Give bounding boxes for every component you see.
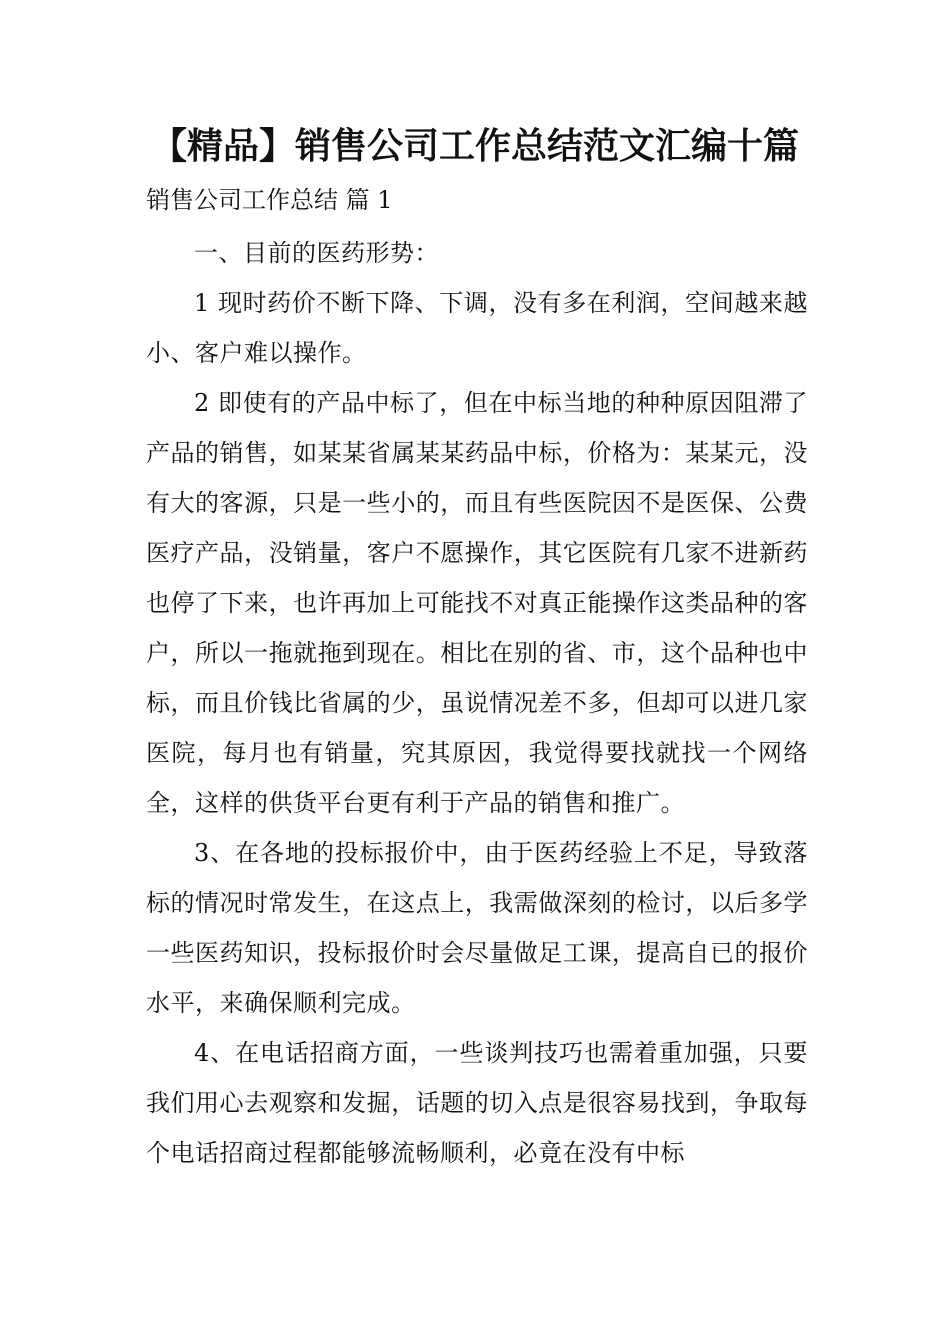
paragraph-1: 1 现时药价不断下降、下调，没有多在利润，空间越来越小、客户难以操作。	[146, 289, 808, 367]
paragraph-intro: 一、目前的医药形势：	[194, 239, 439, 267]
document-title: 【精品】销售公司工作总结范文汇编十篇	[150, 126, 799, 167]
section-heading: 销售公司工作总结 篇 1	[146, 186, 393, 214]
paragraph-4: 4、在电话招商方面，一些谈判技巧也需着重加强，只要我们用心去观察和发掘，话题的切入点是很容易找到，争取每个电话招商过程都能够流畅顺利，必竟在没有中标	[146, 1039, 808, 1167]
paragraph-2: 2 即使有的产品中标了，但在中标当地的种种原因阻滞了产品的销售，如某某省属某某药品中标，价格为：某某元，没有大的客源，只是一些小的，而且有些医院因不是医保、公费医疗产品，没销量，客户不愿操作，其它医院有几家不进新药也停了下来，也许再加上可能找不对真正能操作这类品种的客户，所以一拖就拖到现在。相比在别的省、市，这个品种也中标，而且价钱比省属的少，虽说情况差不多，但却可以进几家医院，每月也有销量，究其原因，我觉得要找就找一个网络全，这样的供货平台更有利于产品的销售和推广。	[146, 389, 808, 817]
paragraph-3: 3、在各地的投标报价中，由于医药经验上不足，导致落标的情况时常发生，在这点上，我需做深刻的检讨，以后多学一些医药知识，投标报价时会尽量做足工课，提高自已的报价水平，来确保顺利完成。	[146, 839, 808, 1017]
document-body	[146, 228, 808, 1178]
